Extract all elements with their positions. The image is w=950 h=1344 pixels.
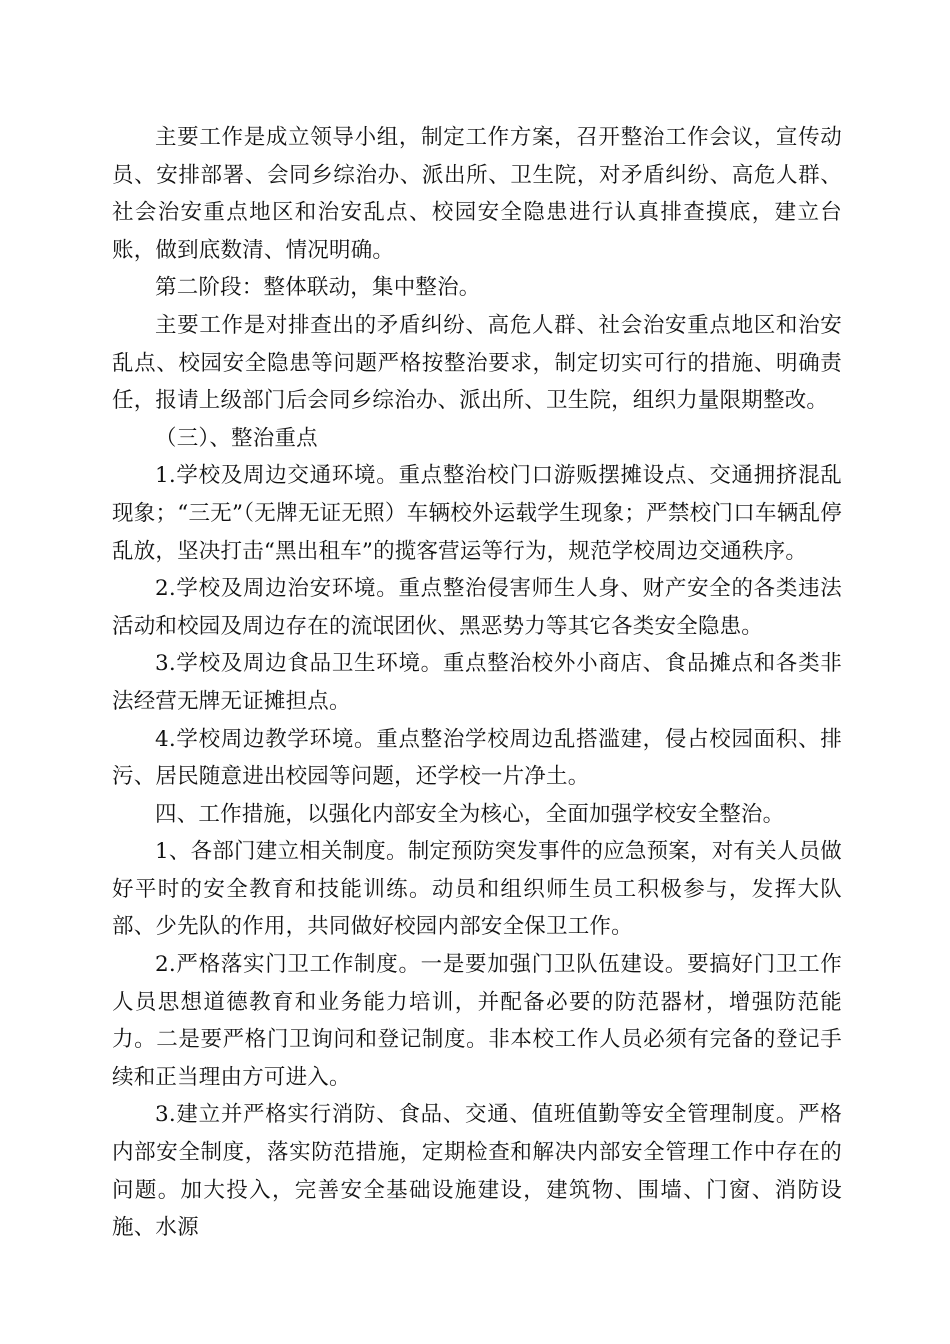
document-page (112, 119, 842, 1247)
paragraph-prep-stage-work: 主要工作是成立领导小组，制定工作方案，召开整治工作会议，宣传动员、安排部署、会同乡综治办、派出所、卫生院，对矛盾纠纷、高危人群、社会治安重点地区和治安乱点、校园安全隐患进行认真排查摸底，建立台账，做到底数清、情况明确。 (112, 125, 842, 263)
paragraph-focus-food: 3.学校及周边食品卫生环境。重点整治校外小商店、食品摊点和各类非法经营无牌无证摊担点。 (112, 651, 842, 714)
paragraph-measure-safety-management: 3.建立并严格实行消防、食品、交通、值班值勤等安全管理制度。严格内部安全制度，落实防范措施，定期检查和解决内部安全管理工作中存在的问题。加大投入，完善安全基础设施建设，建筑物、围墙、门窗、消防设施、水源 (112, 1102, 842, 1241)
section-heading-measures: 四、工作措施，以强化内部安全为核心，全面加强学校安全整治。 (155, 801, 785, 827)
section-heading-focus: （三）、整治重点 (155, 425, 318, 451)
paragraph-measure-gatekeeping: 2.严格落实门卫工作制度。一是要加强门卫队伍建设。要搞好门卫工作人员思想道德教育和业务能力培训，并配备必要的防范器材，增强防范能力。二是要严格门卫询问和登记制度。非本校工作人员必须有完备的登记手续和正当理由方可进入。 (112, 952, 842, 1090)
paragraph-stage-two-heading: 第二阶段：整体联动，集中整治。 (155, 275, 481, 301)
paragraph-focus-traffic: 1.学校及周边交通环境。重点整治校门口游贩摆摊设点、交通拥挤混乱现象；“三无”（无牌无证无照）车辆校外运载学生现象；严禁校门口车辆乱停乱放，坚决打击“黑出租车”的揽客营运等行为，规范学校周边交通秩序。 (112, 463, 842, 564)
paragraph-measure-systems: 1、各部门建立相关制度。制定预防突发事件的应急预案，对有关人员做好平时的安全教育和技能训练。动员和组织师生员工积极参与，发挥大队部、少先队的作用，共同做好校园内部安全保卫工作。 (112, 839, 842, 940)
paragraph-stage-two-work: 主要工作是对排查出的矛盾纠纷、高危人群、社会治安重点地区和治安乱点、校园安全隐患等问题严格按整治要求，制定切实可行的措施、明确责任，报请上级部门后会同乡综治办、派出所、卫生院，组织力量限期整改。 (112, 312, 842, 414)
paragraph-focus-security: 2.学校及周边治安环境。重点整治侵害师生人身、财产安全的各类违法活动和校园及周边存在的流氓团伙、黑恶势力等其它各类安全隐患。 (112, 576, 842, 639)
paragraph-focus-teaching: 4.学校周边教学环境。重点整治学校周边乱搭滥建，侵占校园面积、排污、居民随意进出校园等问题，还学校一片净土。 (112, 726, 842, 790)
